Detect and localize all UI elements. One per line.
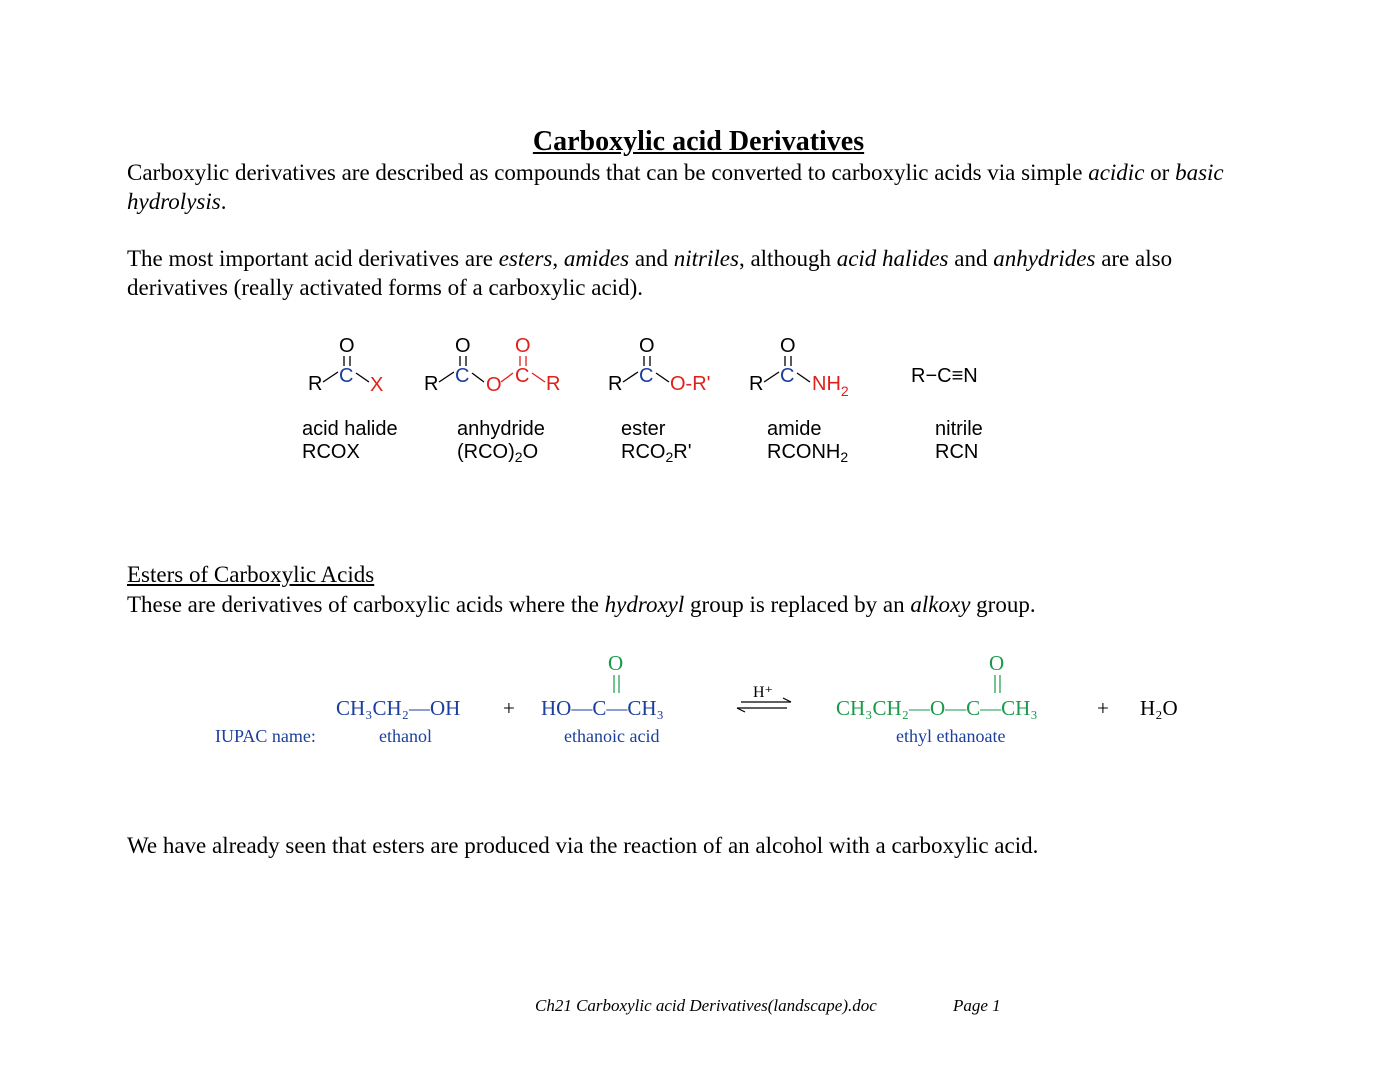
svg-text:R: R — [749, 373, 764, 395]
acid-name: ethanoic acid — [564, 726, 660, 746]
carbonyl-c: C — [339, 365, 354, 387]
section-heading-esters: Esters of Carboxylic Acids — [127, 562, 375, 587]
acid-formula: HO—C—CH₃ — [541, 696, 664, 720]
footer-doc-name: Ch21 Carboxylic acid Derivatives(landscape).doc — [535, 996, 877, 1015]
svg-text:NH2: $NH_2$ — [812, 373, 849, 399]
carbonyl-o: O — [339, 335, 355, 357]
svg-text:O: O — [455, 335, 471, 357]
halogen-x: X — [370, 374, 384, 396]
svg-text:R: R — [546, 373, 561, 395]
water-formula: H₂O — [1140, 696, 1178, 720]
closing-paragraph: We have already seen that esters are produced via the reaction of an alcohol with a carboxylic acid. — [127, 833, 1039, 858]
acid-carbonyl-o: O — [608, 651, 624, 675]
ester-name: ethyl ethanoate — [896, 726, 1006, 746]
r-group: R — [308, 373, 323, 395]
label-nitrile: nitrile RCN — [935, 418, 983, 463]
svg-text:R: R — [424, 373, 439, 395]
svg-text:O-R': O-R' — [670, 373, 711, 395]
svg-text:C: C — [455, 365, 470, 387]
intro-paragraph-1: Carboxylic derivatives are described as compounds that can be converted to carboxylic acids via simple acidic or basic hydrolysis. — [127, 160, 1224, 214]
page-title: Carboxylic acid Derivatives — [532, 126, 865, 157]
svg-text:R: R — [608, 373, 623, 395]
esters-paragraph: These are derivatives of carboxylic acids where the hydroxyl group is replaced by an alkoxy group. — [127, 592, 1036, 617]
label-acid-halide: acid halide RCOX — [302, 418, 398, 463]
svg-text:C: C — [515, 365, 530, 387]
label-ester: ester $RCO_2R'$ — [621, 418, 692, 466]
svg-text:C: C — [780, 365, 795, 387]
iupac-label: IUPAC name: — [215, 726, 316, 746]
catalyst-label: H⁺ — [753, 684, 773, 701]
ester-carbonyl-o: O — [989, 651, 1005, 675]
ester-formula: CH₃CH₂—O—C—CH₃ — [836, 696, 1038, 720]
nitrile-structure: R−C≡N — [911, 365, 978, 387]
svg-text:O: O — [515, 335, 531, 357]
footer-page-number: Page 1 — [953, 996, 1001, 1015]
svg-text:O: O — [639, 335, 655, 357]
intro-paragraph-2: The most important acid derivatives are esters, amides and nitriles, although acid halides and anhydrides are also derivatives (really activated forms of a carboxylic acid). — [127, 246, 1173, 300]
svg-text:O: O — [486, 374, 502, 396]
svg-text:O: O — [780, 335, 796, 357]
ethanol-formula: CH₃CH₂—OH — [336, 696, 461, 720]
label-amide: amide $RCONH_2$ — [767, 418, 849, 466]
plus-sign-2: + — [1097, 696, 1109, 720]
label-anhydride: anhydride $(RCO)_2O$ — [457, 418, 545, 466]
ethanol-name: ethanol — [379, 726, 432, 746]
svg-text:C: C — [639, 365, 654, 387]
plus-sign: + — [503, 696, 515, 720]
